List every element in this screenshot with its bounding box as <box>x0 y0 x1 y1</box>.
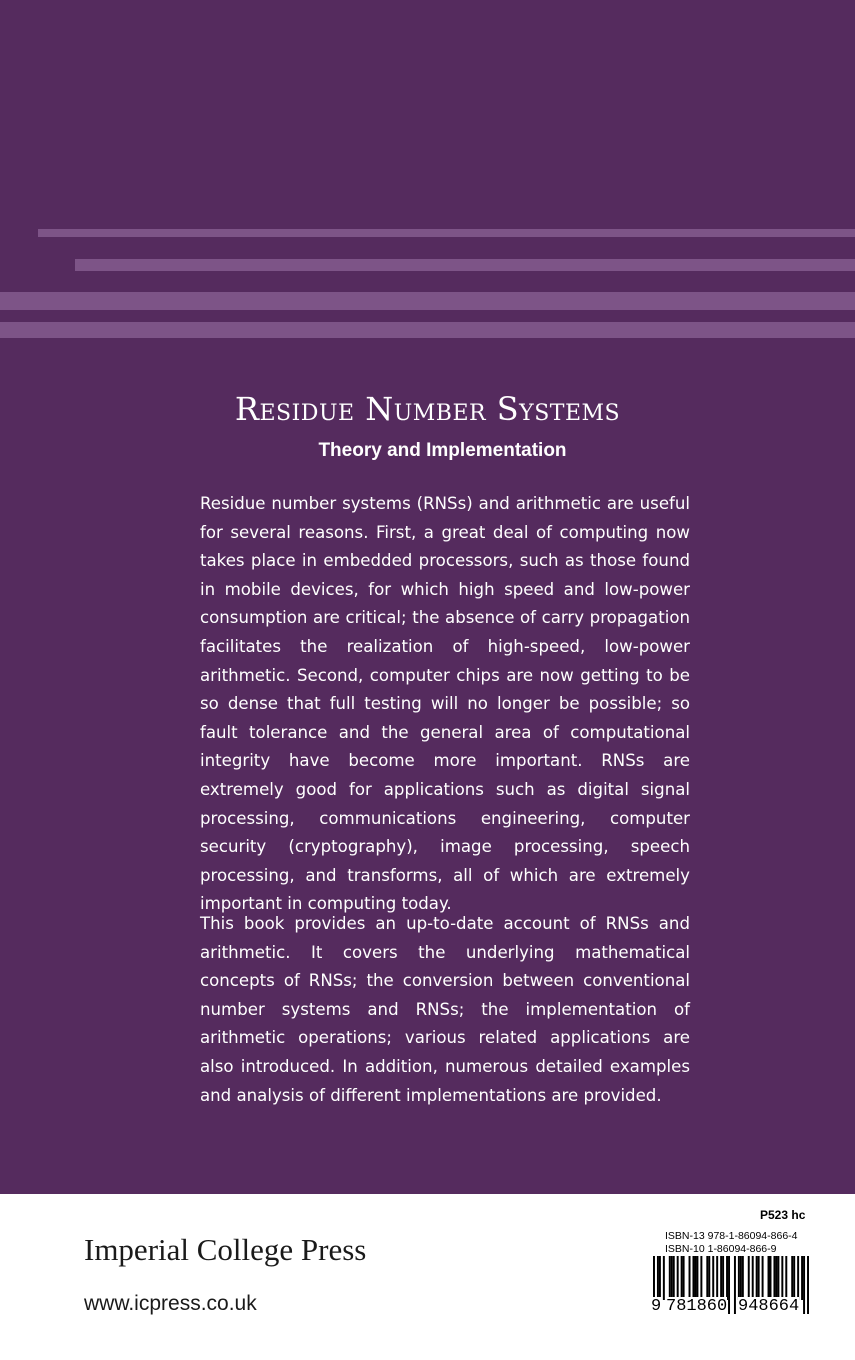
barcode-digits-right: 948664 <box>738 1297 800 1316</box>
description-paragraph-1: Residue number systems (RNSs) and arithmetic are useful for several reasons. First, a great deal of computing now takes place in embedded processors, such as those found in mobile devices, for which high speed and low-power consumption are critical; the absence of carry propagation facilitates the realization of high-speed, low-power arithmetic. Second, computer chips are now getting to be so dense that full testing will no longer be possible; so fault tolerance and the general area of computational integrity have become more important. RNSs are extremely good for applications such as digital signal processing, communications engineering, computer security (cryptography), image processing, speech processing, and transforms, all of which are extremely important in computing today. <box>200 494 690 914</box>
decorative-stripe-4 <box>0 322 855 338</box>
barcode-digits-left: 781860 <box>666 1297 728 1316</box>
decorative-stripe-2 <box>75 259 855 271</box>
publisher-url: www.icpress.co.uk <box>84 1292 257 1315</box>
barcode-first-digit: 9 <box>651 1297 662 1316</box>
description-paragraph-2: This book provides an up-to-date account of RNSs and arithmetic. It covers the underlying mathematical concepts of RNSs; the conversion between conventional number systems and RNSs; the implementation of arithmetic operations; various related applications are also introduced. In addition, numerous detailed examples and analysis of different implementations are provided. <box>200 914 690 1105</box>
isbn-10: ISBN-10 1-86094-866-9 <box>665 1243 777 1255</box>
product-code: P523 hc <box>760 1208 806 1222</box>
book-title: Residue Number Systems <box>234 390 621 428</box>
book-subtitle: Theory and Implementation <box>318 440 567 461</box>
publisher-name: Imperial College Press <box>84 1232 367 1267</box>
decorative-stripe-3 <box>0 292 855 310</box>
decorative-stripe-1 <box>38 229 855 237</box>
isbn-13: ISBN-13 978-1-86094-866-4 <box>665 1230 798 1242</box>
